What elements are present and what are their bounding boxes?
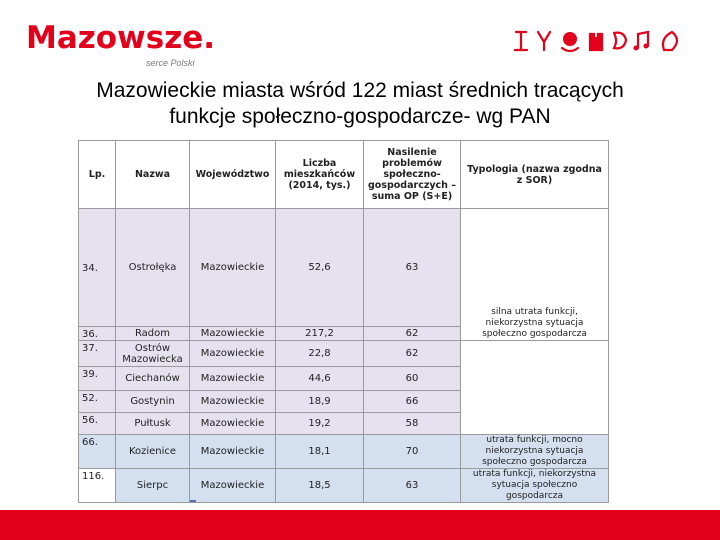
table-row — [79, 469, 609, 503]
logo-subtitle: serce Polski — [146, 58, 195, 68]
cell-population: 19,2 — [276, 413, 364, 435]
castle-icon — [590, 34, 602, 50]
cell-name: Kozienice — [116, 435, 190, 469]
decorative-icons — [512, 28, 690, 54]
cell-typology-empty — [461, 341, 609, 435]
cell-lp: 36. — [79, 327, 116, 341]
smile-icon — [562, 32, 578, 51]
title-line-2: funkcje społeczno-gospodarcze- wg PAN — [169, 105, 551, 128]
cell-problems: 62 — [364, 341, 461, 367]
cell-population: 44,6 — [276, 367, 364, 391]
hands-icon — [538, 32, 550, 50]
cell-problems: 70 — [364, 435, 461, 469]
cell-voivodeship: Mazowieckie — [190, 367, 276, 391]
cell-name: Ciechanów — [116, 367, 190, 391]
cell-problems: 62 — [364, 327, 461, 341]
cell-typology-group2: utrata funkcji, mocno niekorzystna sytuacja społeczno gospodarcza — [461, 435, 609, 469]
cell-population: 18,5 — [276, 469, 364, 503]
mazowsze-logo — [26, 20, 226, 70]
cell-name: Gostynin — [116, 391, 190, 413]
cell-problems: 66 — [364, 391, 461, 413]
cell-population: 18,1 — [276, 435, 364, 469]
cell-lp: 34. — [79, 209, 116, 327]
cell-voivodeship: Mazowieckie — [190, 391, 276, 413]
header-problems: Nasilenie problemów społeczno-gospodarczych – suma OP (S+E) — [364, 141, 461, 209]
cell-problems: 60 — [364, 367, 461, 391]
cell-lp: 116. — [79, 469, 116, 503]
cell-voivodeship: Mazowieckie — [190, 469, 276, 503]
cell-population: 18,9 — [276, 391, 364, 413]
cell-population: 217,2 — [276, 327, 364, 341]
title-line-1: Mazowieckie miasta wśród 122 miast średnich tracących — [96, 79, 624, 102]
footer-red-bar — [0, 510, 720, 540]
cell-lp: 39. — [79, 367, 116, 391]
cell-lp: 66. — [79, 435, 116, 469]
leaf-icon — [663, 32, 677, 50]
cell-name: Ostrów Mazowiecka — [116, 341, 190, 367]
header-population: Liczba mieszkańców (2014, tys.) — [276, 141, 364, 209]
cell-problems: 58 — [364, 413, 461, 435]
cell-population: 22,8 — [276, 341, 364, 367]
cell-typology-group1: silna utrata funkcji, niekorzystna sytuacja społeczno gospodarcza — [461, 209, 609, 341]
table-row — [79, 435, 609, 469]
header-name: Nazwa — [116, 141, 190, 209]
logo-text: Mazowsze. — [26, 20, 216, 56]
cell-voivodeship: Mazowieckie — [190, 413, 276, 435]
cell-population: 52,6 — [276, 209, 364, 327]
cell-voivodeship: Mazowieckie — [190, 435, 276, 469]
cell-voivodeship: Mazowieckie — [190, 209, 276, 327]
cell-name: Radom — [116, 327, 190, 341]
slide-title — [10, 78, 710, 130]
cell-voivodeship: Mazowieckie — [190, 327, 276, 341]
cell-lp: 37. — [79, 341, 116, 367]
table-tick-mark — [190, 500, 196, 502]
cell-name: Sierpc — [116, 469, 190, 503]
cell-typology-group3: utrata funkcji, niekorzystna sytuacja społeczno gospodarcza — [461, 469, 609, 503]
figure-icon — [515, 32, 527, 50]
table-row — [79, 209, 609, 327]
cell-problems: 63 — [364, 469, 461, 503]
cell-lp: 56. — [79, 413, 116, 435]
cities-table — [78, 140, 608, 502]
cell-name: Pułtusk — [116, 413, 190, 435]
cell-name: Ostrołęka — [116, 209, 190, 327]
cell-voivodeship: Mazowieckie — [190, 341, 276, 367]
header-lp: Lp. — [79, 141, 116, 209]
music-note-icon — [634, 32, 649, 51]
mask-icon — [614, 33, 626, 49]
table-row — [79, 341, 609, 367]
table-header-row — [79, 141, 609, 209]
cell-lp: 52. — [79, 391, 116, 413]
header-typology: Typologia (nazwa zgodna z SOR) — [461, 141, 609, 209]
cell-problems: 63 — [364, 209, 461, 327]
header-voivodeship: Województwo — [190, 141, 276, 209]
